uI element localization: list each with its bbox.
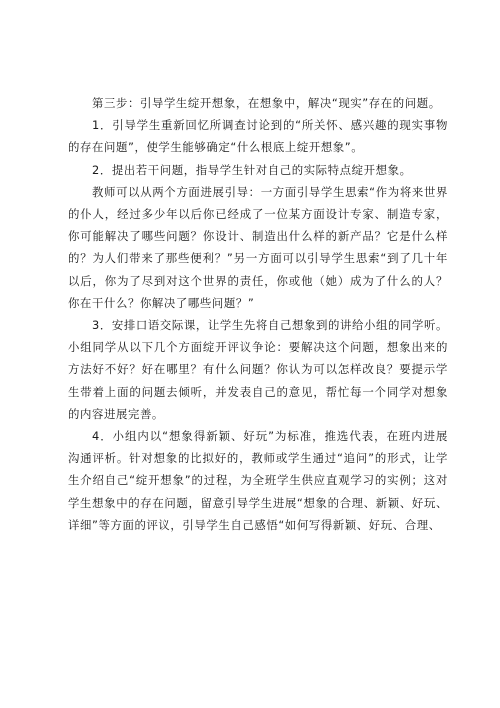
paragraph-step-three: 第三步：引导学生绽开想象，在想象中，解决“现实”存在的问题。 bbox=[92, 96, 441, 110]
paragraph-teacher-guidance: 教师可以从两个方面进展引导：一方面引导学生思索“作为将来世界的仆人，经过多少年以后你已经成了一位某方面设计专家、制造专家，你可能解决了哪些问题？你设计、制造出什么样的新产品？它是什么样的？为人们带来了那些便利？”另一方面可以引导学生思索“到了几十年以后，你为了尽到对这个世界的责任，你或他（她）成为了什么的人？你在干什么？你解决了哪些问题？” bbox=[68, 184, 448, 310]
document-body bbox=[68, 92, 448, 536]
paragraph-item-3: 3．安排口语交际课，让学生先将自己想象到的讲给小组的同学听。小组同学从以下几个方面绽开评议争论：要解决这个问题，想象出来的方法好不好？好在哪里？有什么问题？你认为可以怎样改良？要提示学生带着上面的问题去倾听，并发表自己的意见，帮忙每一个同学对想象的内容进展完善。 bbox=[68, 318, 448, 421]
paragraph-item-1: 1．引导学生重新回忆所调查讨论到的“所关怀、感兴趣的现实事物的存在问题”，使学生能够确定“什么根底上绽开想象”。 bbox=[68, 118, 448, 155]
paragraph-item-4: 4．小组内以“想象得新颖、好玩”为标准，推选代表，在班内进展沟通评析。针对想象的比拟好的，教师或学生通过“追问”的形式，让学生介绍自己“绽开想象”的过程，为全班学生供应直观学习的实例；这对学生想象中的存在问题，留意引导学生进展“想象的合理、新颖、好玩、详细”等方面的评议，引导学生自己感悟“如何写得新颖、好玩、合理、 bbox=[68, 429, 448, 532]
paragraph-item-2: 2．提出若干问题，指导学生针对自己的实际特点绽开想象。 bbox=[92, 162, 412, 177]
